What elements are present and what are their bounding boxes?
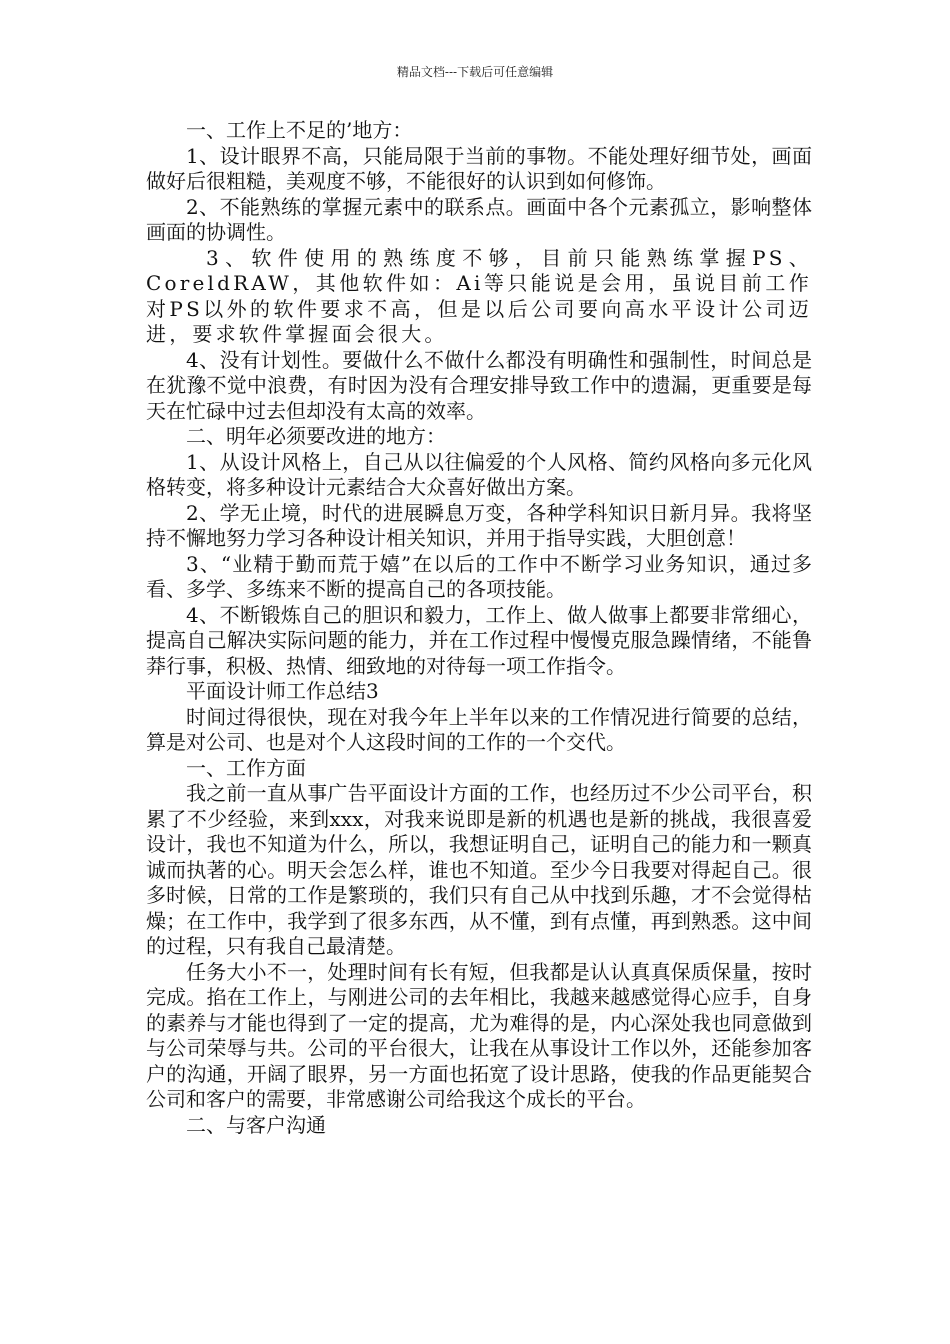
paragraph: 我之前一直从事广告平面设计方面的工作，也经历过不少公司平台，积累了不少经验，来到xxx，对我来说即是新的机遇也是新的挑战，我很喜爱设计，我也不知道为什么，所以，我想证明自己，证明自己的能力和一颗真诚而执著的心。明天会怎么样，谁也不知道。至少今日我要对得起自己。很多时候，日常的工作是繁琐的，我们只有自己从中找到乐趣，才不会觉得枯燥；在工作中，我学到了很多东西，从不懂，到有点懂，再到熟悉。这中间的过程，只有我自己最清楚。: [146, 781, 812, 958]
section-heading-shortcomings: 一、工作上不足的’地方：: [186, 118, 413, 142]
paragraph: 1、从设计风格上，自己从以往偏爱的个人风格、简约风格向多元化风格转变，将多种设计元素结合大众喜好做出方案。: [146, 449, 812, 499]
paragraph: 2、学无止境，时代的进展瞬息万变，各种学科知识日新月异。我将坚持不懈地努力学习各种设计相关知识，并用于指导实践，大胆创意！: [146, 500, 812, 550]
paragraph: 任务大小不一，处理时间有长有短，但我都是认认真真保质保量，按时完成。掐在工作上，与刚进公司的去年相比，我越来越感觉得心应手，自身的素养与才能也得到了一定的提高，尤为难得的是，内心深处我也同意做到与公司荣辱与共。公司的平台很大，让我在从事设计工作以外，还能参加客户的沟通，开阔了眼界，另一方面也拓宽了设计思路，使我的作品更能契合公司和客户的需要，非常感谢公司给我这个成长的平台。: [146, 959, 812, 1111]
document-body: [146, 118, 812, 1138]
paragraph: 3、软件使用的熟练度不够，目前只能熟练掌握PS、CoreldRAW，其他软件如：Ai等只能说是会用，虽说目前工作对PS以外的软件要求不高，但是以后公司要向高水平设计公司迈进，要求软件掌握面会很大。: [146, 245, 812, 346]
paragraph: 4、不断锻炼自己的胆识和毅力，工作上、做人做事上都要非常细心，提高自己解决实际问题的能力，并在工作过程中慢慢克服急躁情绪，不能鲁莽行事，积极、热情、细致地的对待每一项工作指令。: [146, 602, 812, 678]
paragraph: 4、没有计划性。要做什么不做什么都没有明确性和强制性，时间总是在犹豫不觉中浪费，有时因为没有合理安排导致工作中的遗漏，更重要是每天在忙碌中过去但却没有太高的效率。: [146, 347, 812, 423]
paragraph: 时间过得很快，现在对我今年上半年以来的工作情况进行简要的总结，算是对公司、也是对个人这段时间的工作的一个交代。: [146, 704, 812, 754]
paragraph: 3、“业精于勤而荒于嬉”在以后的工作中不断学习业务知识，通过多看、多学、多练来不断的提高自己的各项技能。: [146, 551, 812, 601]
document-header: 精品文档---下载后可任意编辑: [396, 65, 554, 79]
section-heading-improvements: 二、明年必须要改进的地方：: [186, 424, 446, 448]
document-section-title: 平面设计师工作总结3: [186, 679, 379, 703]
section-heading-client-communication: 二、与客户沟通: [186, 1112, 326, 1137]
section-heading-work: 一、工作方面: [186, 755, 306, 780]
paragraph: 1、设计眼界不高，只能局限于当前的事物。不能处理好细节处，画面做好后很粗糙，美观度不够，不能很好的认识到如何修饰。: [146, 143, 812, 193]
paragraph: 2、不能熟练的掌握元素中的联系点。画面中各个元素孤立，影响整体画面的协调性。: [146, 194, 812, 244]
